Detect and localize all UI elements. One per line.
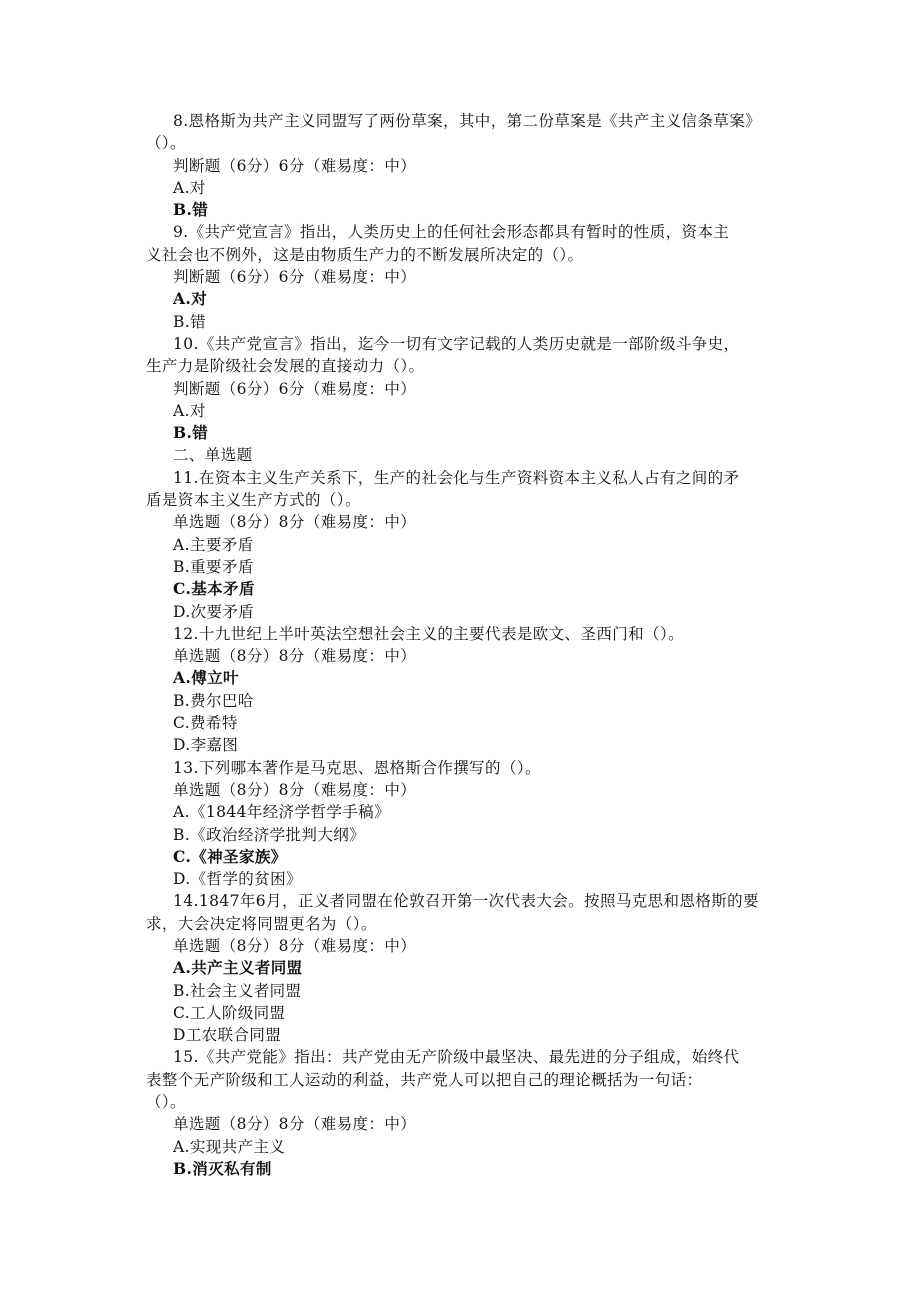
- question-meta: 单选题（8分）8分（难易度：中）: [173, 513, 417, 532]
- question-text-continued: （）。: [146, 1093, 186, 1112]
- answer-option: A.主要矛盾: [173, 535, 254, 554]
- answer-option: A.《1844年经济学哲学手稿》: [173, 803, 390, 822]
- answer-option: A.对: [173, 401, 206, 420]
- answer-option: B.《政治经济学批判大纲》: [173, 825, 366, 844]
- answer-option: B.重要矛盾: [173, 557, 254, 576]
- question-text-continued: （）。: [146, 134, 186, 153]
- question-text: 14.1847年6月，正义者同盟在伦敦召开第一次代表大会。按照马克思和恩格斯的要: [173, 892, 759, 911]
- answer-option: D.李嘉图: [173, 736, 239, 755]
- answer-option: B.错: [173, 200, 209, 220]
- section-heading: 二、单选题: [173, 446, 253, 465]
- answer-option: D工农联合同盟: [173, 1026, 282, 1045]
- question-meta: 单选题（8分）8分（难易度：中）: [173, 780, 417, 799]
- question-text: 9.《共产党宣言》指出，人类历史上的任何社会形态都具有暂时的性质，资本主: [173, 223, 730, 242]
- answer-option: A.对: [173, 178, 206, 197]
- question-meta: 判断题（6分）6分（难易度：中）: [173, 268, 417, 287]
- answer-option: C.工人阶级同盟: [173, 1003, 286, 1022]
- question-text-continued: 盾是资本主义生产方式的（）。: [146, 491, 361, 510]
- answer-option: B.错: [173, 423, 209, 443]
- answer-option: C.《神圣家族》: [173, 846, 287, 866]
- question-text-continued: 义社会也不例外，这是由物质生产力的不断发展所决定的（）。: [146, 245, 584, 264]
- question-meta: 单选题（8分）8分（难易度：中）: [173, 936, 417, 955]
- answer-option: C.基本矛盾: [173, 579, 255, 599]
- question-text: 10.《共产党宣言》指出，迄今一切有文字记载的人类历史就是一部阶级斗争史，: [173, 334, 740, 353]
- answer-option: B.费尔巴哈: [173, 691, 254, 710]
- answer-option: D.《哲学的贫困》: [173, 870, 302, 889]
- question-text: 12.十九世纪上半叶英法空想社会主义的主要代表是欧文、圣西门和（）。: [173, 624, 685, 643]
- question-text: 13.下列哪本著作是马克思、恩格斯合作撰写的（）。: [173, 758, 541, 777]
- question-text: 15.《共产党能》指出：共产党由无产阶级中最坚决、最先进的分子组成，始终代: [173, 1048, 740, 1067]
- answer-option: C.费希特: [173, 714, 238, 733]
- answer-option: B.社会主义者同盟: [173, 981, 302, 1000]
- question-text: 11.在资本主义生产关系下，生产的社会化与生产资料资本主义私人占有之间的矛: [173, 468, 740, 487]
- answer-option: A.共产主义者同盟: [173, 958, 303, 978]
- answer-option: B.错: [173, 312, 207, 331]
- answer-option: B.消灭私有制: [173, 1158, 272, 1178]
- question-text-continued: 求，大会决定将同盟更名为（）。: [146, 914, 377, 933]
- question-text-continued: 表整个无产阶级和工人运动的利益，共产党人可以把自己的理论概括为一句话：: [146, 1070, 703, 1089]
- answer-option: A.傅立叶: [173, 668, 239, 688]
- question-text-continued: 生产力是阶级社会发展的直接动力（）。: [146, 357, 425, 376]
- question-meta: 判断题（6分）6分（难易度：中）: [173, 156, 417, 175]
- document-page: [0, 110, 920, 1180]
- question-meta: 判断题（6分）6分（难易度：中）: [173, 379, 417, 398]
- question-text: 8.恩格斯为共产主义同盟写了两份草案，其中，第二份草案是《共产主义信条草案》: [173, 112, 761, 130]
- answer-option: A.实现共产主义: [173, 1137, 286, 1156]
- question-meta: 单选题（8分）8分（难易度：中）: [173, 1115, 417, 1134]
- answer-option: A.对: [173, 289, 208, 309]
- question-meta: 单选题（8分）8分（难易度：中）: [173, 647, 417, 666]
- answer-option: D.次要矛盾: [173, 602, 255, 621]
